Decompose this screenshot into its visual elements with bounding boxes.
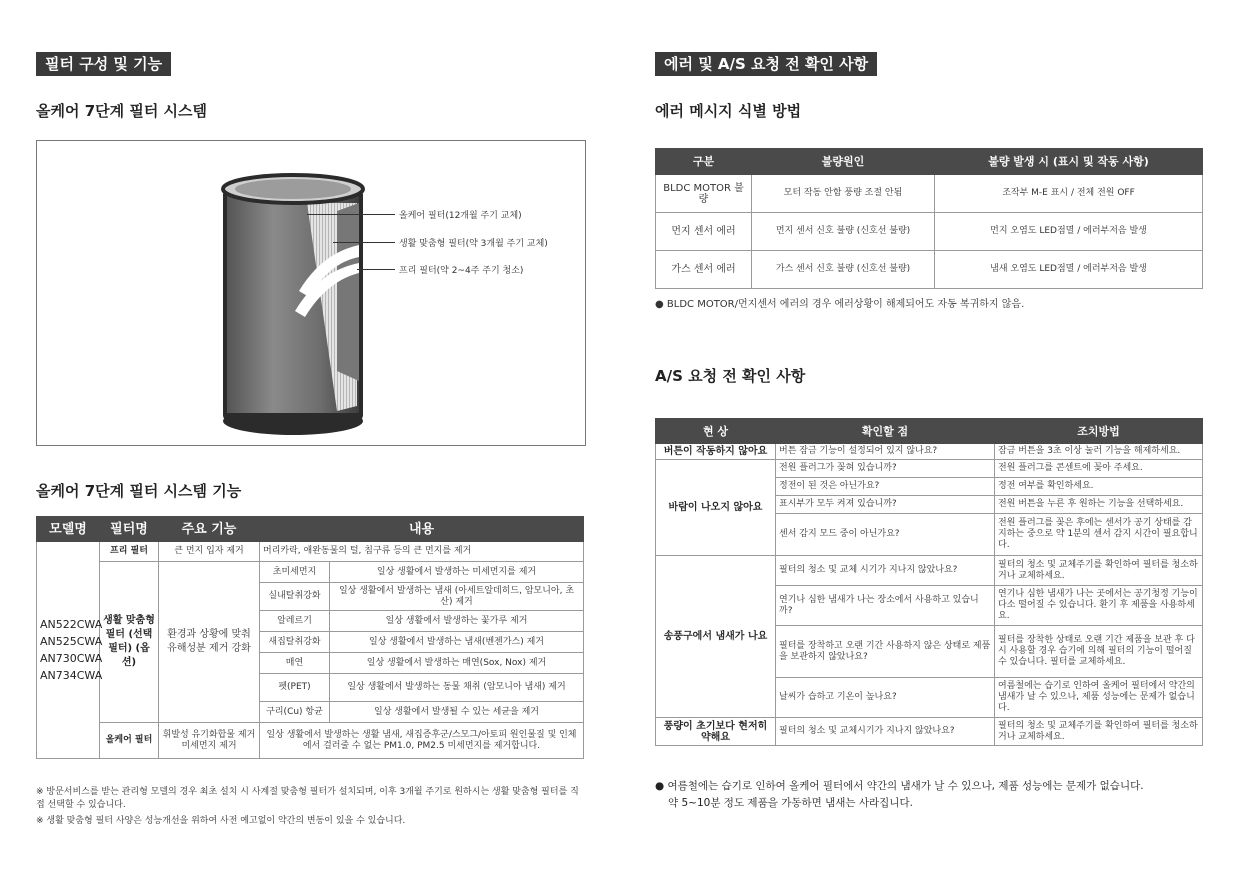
model-name: AN730CWA [40,652,103,665]
filter-type: 알레르기 [260,611,330,632]
footnote: ※ 방문서비스를 받는 관리형 모델의 경우 최초 설치 시 사계절 맞춤형 필터가 설치되며, 이후 3개월 주기로 원하시는 생활 맞춤형 필터를 직접 선택할 수 있습니다. [36,787,579,810]
check-item: 필터의 청소 및 교체 시기가 지나지 않았나요? [776,556,995,586]
filter-desc: 일상 생활에서 발생될 수 있는 세균을 제거 [330,702,584,723]
action-item: 정전 여부를 확인하세요. [995,478,1203,496]
error-type: 가스 센서 에러 [656,251,752,289]
error-note: ● BLDC MOTOR/먼지센서 에러의 경우 에러상황이 해제되어도 자동 복귀하지 않음. [655,299,1025,310]
error-result: 냄새 오염도 LED점멸 / 에러부저음 발생 [935,251,1203,289]
action-item: 전원 플러그를 꽂은 후에는 센서가 공기 상태를 감지하는 중으로 약 1분의 센서 감지 시간이 필요합니다. [995,514,1203,556]
col-symptom: 현 상 [656,419,776,444]
table-row [656,213,1203,251]
as-note: ● 여름철에는 습기로 인하여 올케어 필터에서 약간의 냄새가 날 수 있으나, 제품 성능에는 문제가 없습니다. [655,780,1144,792]
as-note-2: 약 5~10분 정도 제품을 가동하면 냄새는 사라집니다. [668,797,913,809]
model-list-cell [37,542,103,759]
check-item: 센서 감지 모드 중이 아닌가요? [776,514,995,556]
table-header-row [656,149,1203,175]
filter-figure-box [36,140,586,446]
action-item: 전원 플러그를 콘센트에 꽂아 주세요. [995,460,1203,478]
filter-desc: 일상 생활에서 발생하는 매연(Sox, Nox) 제거 [330,653,584,674]
filter-desc: 일상 생활에서 발생하는 냄새 (아세트알데히드, 암모니아, 초산) 제거 [330,583,584,611]
figure-label-pre: 프리 필터(약 2~4주 주기 청소) [399,266,524,276]
table-row [656,460,1203,478]
action-item: 잠금 버튼을 3초 이상 눌러 기능을 해제하세요. [995,444,1203,460]
check-item: 필터를 장착하고 오랜 기간 사용하지 않은 상태로 제품을 보관하지 않았나요? [776,626,995,678]
col-action: 조치방법 [995,419,1203,444]
table-row [656,251,1203,289]
table-row [37,542,584,562]
error-cause: 먼지 센서 신호 불량 (신호선 불량) [752,213,935,251]
table-header-row [37,517,584,542]
table-row [656,718,1203,746]
leader-line [307,214,395,215]
action-item: 연기나 심한 냄새가 나는 곳에서는 공기청정 기능이 다소 떨어질 수 있습니다. 환기 후 제품을 사용하세요. [995,586,1203,626]
filter-desc: 일상 생활에서 발생하는 냄새(벤젠가스) 제거 [330,632,584,653]
action-item: 필터의 청소 및 교체주기를 확인하여 필터를 청소하거나 교체하세요. [995,556,1203,586]
as-table [655,418,1203,746]
leader-line [357,269,395,270]
figure-label-custom: 생활 맞춤형 필터(약 3개월 주기 교체) [399,239,548,249]
table-row [37,723,584,759]
filter-type: 펫(PET) [260,674,330,702]
filter-desc: 일상 생활에서 발생하는 동물 채취 (암모니아 냄새) 제거 [330,674,584,702]
error-heading: 에러 메시지 식별 방법 [655,102,802,120]
figure-label-allcare: 올케어 필터(12개월 주기 교체) [399,211,522,221]
filter-function: 큰 먼지 입자 제거 [159,542,260,562]
footnote: ※ 생활 맞춤형 필터 사양은 성능개선을 위하여 사전 예고없이 약간의 변동이 있을 수 있습니다. [36,816,406,826]
check-item: 연기나 심한 냄새가 나는 장소에서 사용하고 있습니까? [776,586,995,626]
error-result: 조작부 M-E 표시 / 전체 전원 OFF [935,175,1203,213]
symptom: 버튼이 작동하지 않아요 [656,444,776,460]
table-header-row [656,419,1203,444]
filter-desc: 일상 생활에서 발생하는 미세먼지를 제거 [330,562,584,583]
table-row [656,175,1203,213]
table-row [656,444,1203,460]
filter-type: 구리(Cu) 항균 [260,702,330,723]
col-cause: 불량원인 [752,149,935,175]
col-function: 주요 기능 [159,517,260,542]
filter-type: 매연 [260,653,330,674]
table-row [37,562,584,583]
filter-name: 프리 필터 [100,542,159,562]
error-result: 먼지 오염도 LED점멸 / 에러부저음 발생 [935,213,1203,251]
filter-function: 환경과 상황에 맞춰 유해성분 제거 강화 [159,562,260,723]
filter-content: 일상 생활에서 발생하는 생활 냄새, 새집증후군/스모그/아토피 원인물질 및 인체에서 걸러줄 수 없는 PM1.0, PM2.5 미세먼지를 제거합니다. [260,723,584,759]
error-table [655,148,1203,289]
action-item: 필터를 장착한 상태로 오랜 기간 제품을 보관 후 다시 사용할 경우 습기에 의해 필터의 기능이 떨어질 수 있습니다. 필터를 교체하세요. [995,626,1203,678]
model-name: AN525CWA [40,635,103,648]
model-name: AN522CWA [40,618,103,631]
filter-function-table [36,516,584,759]
filter-desc: 일상 생활에서 발생하는 꽃가루 제거 [330,611,584,632]
action-item: 필터의 청소 및 교체주기를 확인하여 필터를 청소하거나 교체하세요. [995,718,1203,746]
col-model: 모델명 [37,517,100,542]
as-heading: A/S 요청 전 확인 사항 [655,367,806,385]
error-type: 먼지 센서 에러 [656,213,752,251]
col-type: 구분 [656,149,752,175]
table-row [656,556,1203,586]
filter-name: 올케어 필터 [100,723,159,759]
filter-type: 실내탈취강화 [260,583,330,611]
check-item: 전원 플러그가 꽂혀 있습니까? [776,460,995,478]
section-title-filter: 필터 구성 및 기능 [36,52,171,76]
col-check: 확인할 점 [776,419,995,444]
col-content: 내용 [260,517,584,542]
error-type: BLDC MOTOR 불량 [656,175,752,213]
function-heading: 올케어 7단계 필터 시스템 기능 [36,482,242,500]
action-item: 여름철에는 습기로 인하여 올케어 필터에서 약간의 냄새가 날 수 있으나, 제품 성능에는 문제가 없습니다. [995,678,1203,718]
error-cause: 모터 작동 안함 풍량 조절 안됨 [752,175,935,213]
check-item: 표시부가 모두 켜져 있습니까? [776,496,995,514]
leader-line [333,242,395,243]
symptom: 송풍구에서 냄새가 나요 [656,556,776,718]
check-item: 버튼 잠금 기능이 설정되어 있지 않나요? [776,444,995,460]
symptom: 풍량이 초기보다 현저히 약해요 [656,718,776,746]
check-item: 정전이 된 것은 아닌가요? [776,478,995,496]
check-item: 날씨가 습하고 기온이 높나요? [776,678,995,718]
system-heading: 올케어 7단계 필터 시스템 [36,102,208,120]
model-name: AN734CWA [40,669,103,682]
check-item: 필터의 청소 및 교체시기가 지나지 않았나요? [776,718,995,746]
col-result: 불량 발생 시 (표시 및 작동 사항) [935,149,1203,175]
filter-type: 새집탈취강화 [260,632,330,653]
filter-function: 휘발성 유기화합물 제거 미세먼지 제거 [159,723,260,759]
error-cause: 가스 센서 신호 불량 (신호선 불량) [752,251,935,289]
symptom: 바람이 나오지 않아요 [656,460,776,556]
action-item: 전원 버튼을 누른 후 원하는 기능을 선택하세요. [995,496,1203,514]
col-filter: 필터명 [100,517,159,542]
section-title-error: 에러 및 A/S 요청 전 확인 사항 [655,52,877,76]
filter-content: 머리카락, 애완동물의 털, 침구류 등의 큰 먼지를 제거 [260,542,584,562]
filter-type: 초미세먼지 [260,562,330,583]
filter-cylinder-illustration [37,141,585,445]
filter-name: 생활 맞춤형 필터 (선택 필터) (옵션) [100,562,159,723]
